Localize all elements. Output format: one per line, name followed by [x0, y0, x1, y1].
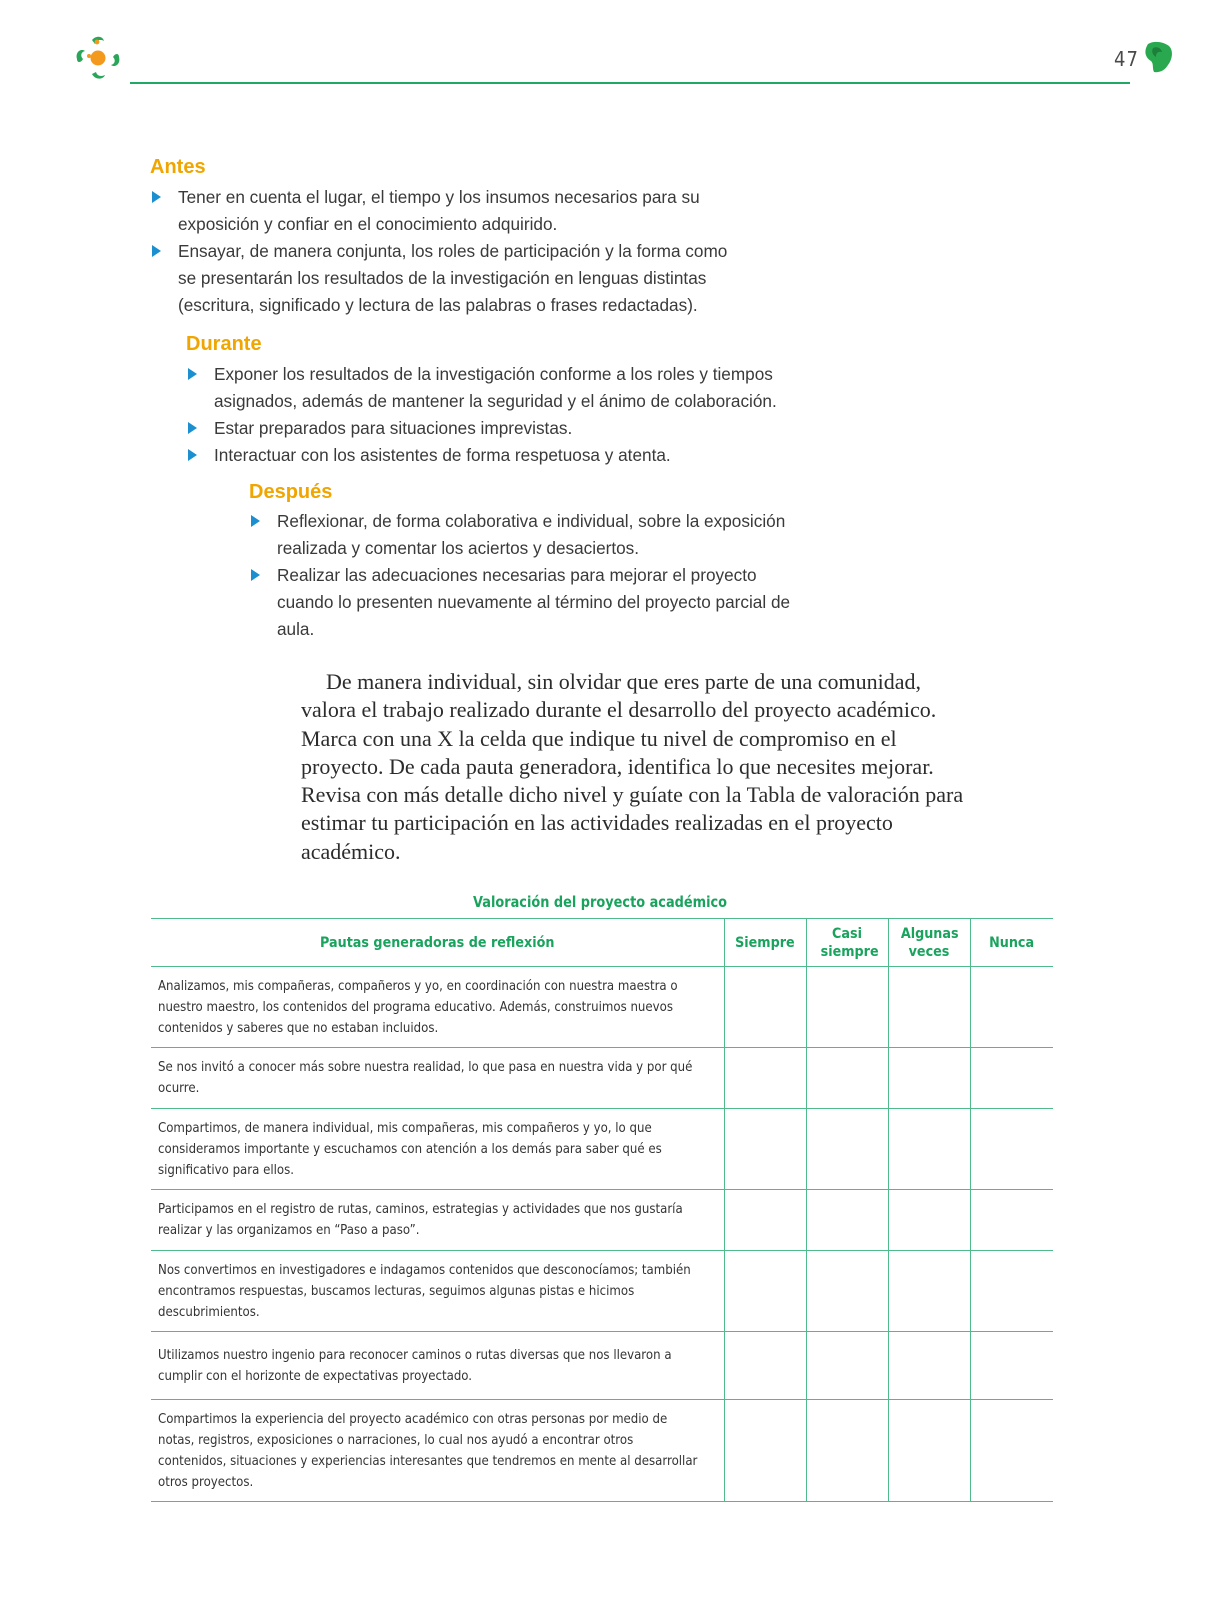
bullet-arrow-icon [152, 191, 161, 203]
table-row [151, 1400, 1053, 1502]
header-algunas-veces: Algunas veces [888, 919, 970, 967]
table-header-row [151, 919, 1053, 967]
checkbox-cell-algunas-veces[interactable] [888, 1400, 970, 1502]
checkbox-cell-algunas-veces[interactable] [888, 1251, 970, 1332]
header-siempre: Siempre [724, 919, 806, 967]
bullet-arrow-icon [188, 368, 197, 380]
table-row [151, 1109, 1053, 1190]
checkbox-cell-casi-siempre[interactable] [806, 967, 888, 1048]
checkbox-cell-nunca[interactable] [970, 1190, 1053, 1251]
checkbox-cell-nunca[interactable] [970, 1109, 1053, 1190]
pauta-cell: Compartimos la experiencia del proyecto académico con otras personas por medio de notas, registros, exposiciones o narraciones, lo cual nos ayudó a encontrar otros contenidos, situaciones y experiencias interesantes que tendremos en mente al desarrollar otros proyectos. [151, 1400, 724, 1502]
header-rule [130, 82, 1130, 84]
header-pautas: Pautas generadoras de reflexión [151, 919, 724, 967]
checkbox-cell-siempre[interactable] [724, 1332, 806, 1400]
section-title-durante: Durante [186, 333, 262, 355]
table-row [151, 967, 1053, 1048]
list-item: Exponer los resultados de la investigación conforme a los roles y tiempos asignados, además de mantener la seguridad y el ánimo de colaboración. [186, 361, 786, 415]
bullet-arrow-icon [188, 422, 197, 434]
list-item: Interactuar con los asistentes de forma respetuosa y atenta. [186, 442, 786, 469]
table-row [151, 1048, 1053, 1109]
evaluation-table [151, 918, 1053, 1502]
bullet-arrow-icon [251, 569, 260, 581]
pauta-cell: Utilizamos nuestro ingenio para reconocer caminos o rutas diversas que nos llevaron a cumplir con el horizonte de expectativas proyectado. [151, 1332, 724, 1400]
durante-list [186, 361, 786, 469]
checkbox-cell-casi-siempre[interactable] [806, 1190, 888, 1251]
checkbox-cell-siempre[interactable] [724, 1190, 806, 1251]
pauta-cell: Compartimos, de manera individual, mis compañeras, mis compañeros y yo, lo que consideramos importante y escuchamos con atención a los demás para saber qué es significativo para ellos. [151, 1109, 724, 1190]
checkbox-cell-casi-siempre[interactable] [806, 1109, 888, 1190]
bullet-arrow-icon [188, 449, 197, 461]
list-item: Reflexionar, de forma colaborativa e individual, sobre la exposición realizada y comentar los aciertos y desaciertos. [249, 508, 804, 562]
checkbox-cell-siempre[interactable] [724, 1109, 806, 1190]
checkbox-cell-nunca[interactable] [970, 1048, 1053, 1109]
pauta-cell: Analizamos, mis compañeras, compañeros y yo, en coordinación con nuestra maestra o nuestro maestro, los contenidos del programa educativo. Además, construimos nuevos contenidos y saberes que no estaban incluidos. [151, 967, 724, 1048]
green-blob-icon [1142, 40, 1174, 74]
checkbox-cell-algunas-veces[interactable] [888, 1190, 970, 1251]
antes-list [150, 184, 740, 319]
section-title-antes: Antes [150, 156, 206, 178]
pauta-cell: Participamos en el registro de rutas, caminos, estrategias y actividades que nos gustaría realizar y las organizamos en “Paso a paso”. [151, 1190, 724, 1251]
checkbox-cell-casi-siempre[interactable] [806, 1048, 888, 1109]
list-item: Estar preparados para situaciones imprevistas. [186, 415, 786, 442]
checkbox-cell-siempre[interactable] [724, 1400, 806, 1502]
pauta-cell: Nos convertimos en investigadores e indagamos contenidos que desconocíamos; también encontramos respuestas, buscamos lecturas, seguimos algunas pistas e hicimos descubrimientos. [151, 1251, 724, 1332]
checkbox-cell-casi-siempre[interactable] [806, 1332, 888, 1400]
checkbox-cell-algunas-veces[interactable] [888, 1332, 970, 1400]
section-title-despues: Después [249, 481, 333, 503]
header-nunca: Nunca [970, 919, 1053, 967]
table-caption: Valoración del proyecto académico [472, 893, 728, 911]
table-row [151, 1332, 1053, 1400]
flower-logo-icon [72, 32, 124, 84]
checkbox-cell-casi-siempre[interactable] [806, 1400, 888, 1502]
page-number: 47 [1114, 47, 1139, 71]
checkbox-cell-siempre[interactable] [724, 967, 806, 1048]
instruction-paragraph: De manera individual, sin olvidar que eres parte de una comunidad, valora el trabajo realizado durante el desarrollo del proyecto académico. Marca con una X la celda que indique tu nivel de compromiso en el proyecto. De cada pauta generadora, identifica lo que necesites mejorar. Revisa con más detalle dicho nivel y guíate con la Tabla de valoración para estimar tu participación en las actividades realizadas en el proyecto académico. [301, 669, 964, 864]
checkbox-cell-nunca[interactable] [970, 967, 1053, 1048]
list-item: Tener en cuenta el lugar, el tiempo y los insumos necesarios para su exposición y confiar en el conocimiento adquirido. [150, 184, 740, 238]
checkbox-cell-algunas-veces[interactable] [888, 1109, 970, 1190]
bullet-arrow-icon [251, 515, 260, 527]
checkbox-cell-casi-siempre[interactable] [806, 1251, 888, 1332]
checkbox-cell-siempre[interactable] [724, 1048, 806, 1109]
checkbox-cell-nunca[interactable] [970, 1400, 1053, 1502]
list-item: Realizar las adecuaciones necesarias para mejorar el proyecto cuando lo presenten nuevamente al término del proyecto parcial de aula. [249, 562, 804, 643]
checkbox-cell-algunas-veces[interactable] [888, 1048, 970, 1109]
bullet-arrow-icon [152, 245, 161, 257]
checkbox-cell-siempre[interactable] [724, 1251, 806, 1332]
checkbox-cell-algunas-veces[interactable] [888, 967, 970, 1048]
pauta-cell: Se nos invitó a conocer más sobre nuestra realidad, lo que pasa en nuestra vida y por qué ocurre. [151, 1048, 724, 1109]
checkbox-cell-nunca[interactable] [970, 1251, 1053, 1332]
despues-list [249, 508, 804, 643]
table-row [151, 1190, 1053, 1251]
checkbox-cell-nunca[interactable] [970, 1332, 1053, 1400]
list-item: Ensayar, de manera conjunta, los roles de participación y la forma como se presentarán los resultados de la investigación en lenguas distintas (escritura, significado y lectura de las palabras o frases redactadas). [150, 238, 740, 319]
header-casi-siempre: Casi siempre [806, 919, 888, 967]
table-row [151, 1251, 1053, 1332]
